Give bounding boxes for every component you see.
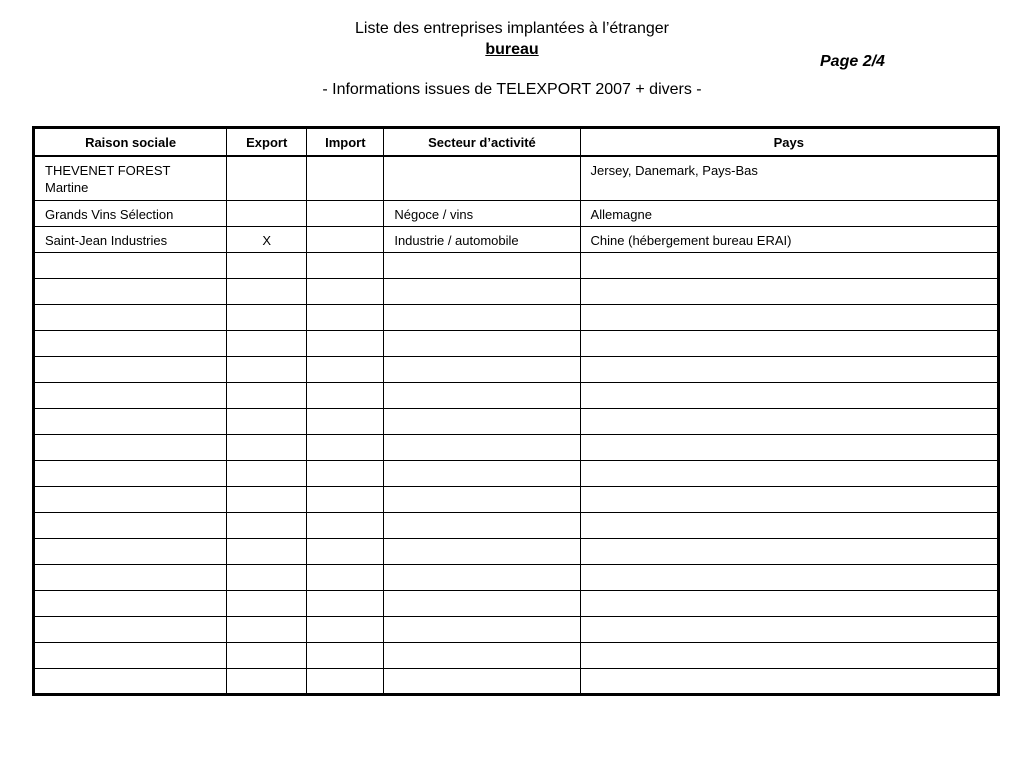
cell-import bbox=[307, 330, 384, 356]
column-header-secteur: Secteur d’activité bbox=[384, 128, 580, 157]
cell-import bbox=[307, 616, 384, 642]
cell-import bbox=[307, 200, 384, 226]
cell-secteur bbox=[384, 512, 580, 538]
cell-pays bbox=[580, 330, 998, 356]
cell-raison-sociale bbox=[34, 252, 227, 278]
column-header-raison-sociale: Raison sociale bbox=[34, 128, 227, 157]
table-row bbox=[34, 330, 999, 356]
cell-import bbox=[307, 538, 384, 564]
cell-import bbox=[307, 564, 384, 590]
table-row bbox=[34, 564, 999, 590]
table-row bbox=[34, 252, 999, 278]
cell-raison-sociale: THEVENET FOREST Martine bbox=[34, 156, 227, 200]
cell-secteur bbox=[384, 538, 580, 564]
cell-export bbox=[227, 460, 307, 486]
cell-export bbox=[227, 200, 307, 226]
cell-pays bbox=[580, 642, 998, 668]
document-section: bureau bbox=[485, 41, 539, 58]
table-row bbox=[34, 304, 999, 330]
column-header-pays: Pays bbox=[580, 128, 998, 157]
cell-raison-sociale bbox=[34, 330, 227, 356]
cell-export bbox=[227, 642, 307, 668]
cell-import bbox=[307, 460, 384, 486]
document-subtitle: - Informations issues de TELEXPORT 2007 + divers - bbox=[322, 81, 702, 98]
table-row bbox=[34, 382, 999, 408]
cell-export bbox=[227, 304, 307, 330]
cell-secteur bbox=[384, 460, 580, 486]
cell-import bbox=[307, 590, 384, 616]
table-row bbox=[34, 156, 999, 200]
cell-raison-sociale: Saint-Jean Industries bbox=[34, 226, 227, 252]
cell-export bbox=[227, 512, 307, 538]
table-row bbox=[34, 590, 999, 616]
cell-pays bbox=[580, 408, 998, 434]
cell-export bbox=[227, 668, 307, 694]
companies-table bbox=[32, 126, 1000, 696]
cell-import bbox=[307, 278, 384, 304]
cell-import bbox=[307, 512, 384, 538]
cell-pays: Allemagne bbox=[580, 200, 998, 226]
cell-export bbox=[227, 616, 307, 642]
cell-secteur bbox=[384, 278, 580, 304]
cell-secteur bbox=[384, 616, 580, 642]
page-number: Page 2/4 bbox=[820, 53, 885, 70]
cell-export bbox=[227, 434, 307, 460]
cell-pays bbox=[580, 668, 998, 694]
cell-import bbox=[307, 382, 384, 408]
cell-raison-sociale bbox=[34, 590, 227, 616]
cell-secteur bbox=[384, 156, 580, 200]
cell-raison-sociale bbox=[34, 382, 227, 408]
cell-import bbox=[307, 356, 384, 382]
cell-export bbox=[227, 356, 307, 382]
cell-export bbox=[227, 330, 307, 356]
cell-secteur bbox=[384, 408, 580, 434]
cell-secteur bbox=[384, 434, 580, 460]
cell-export bbox=[227, 590, 307, 616]
cell-secteur bbox=[384, 564, 580, 590]
table-row bbox=[34, 512, 999, 538]
cell-pays bbox=[580, 304, 998, 330]
table-row bbox=[34, 226, 999, 252]
cell-pays bbox=[580, 382, 998, 408]
cell-raison-sociale bbox=[34, 642, 227, 668]
cell-pays bbox=[580, 460, 998, 486]
cell-export bbox=[227, 486, 307, 512]
cell-pays bbox=[580, 252, 998, 278]
cell-pays bbox=[580, 538, 998, 564]
cell-pays bbox=[580, 616, 998, 642]
cell-import bbox=[307, 304, 384, 330]
column-header-export: Export bbox=[227, 128, 307, 157]
cell-import bbox=[307, 642, 384, 668]
cell-export bbox=[227, 564, 307, 590]
cell-import bbox=[307, 408, 384, 434]
cell-export bbox=[227, 538, 307, 564]
cell-raison-sociale bbox=[34, 408, 227, 434]
cell-raison-sociale bbox=[34, 486, 227, 512]
cell-pays bbox=[580, 512, 998, 538]
cell-raison-sociale: Grands Vins Sélection bbox=[34, 200, 227, 226]
table-row bbox=[34, 408, 999, 434]
cell-import bbox=[307, 486, 384, 512]
table-row bbox=[34, 278, 999, 304]
cell-import bbox=[307, 434, 384, 460]
cell-export bbox=[227, 382, 307, 408]
cell-export bbox=[227, 278, 307, 304]
cell-secteur bbox=[384, 330, 580, 356]
column-header-import: Import bbox=[307, 128, 384, 157]
cell-pays bbox=[580, 564, 998, 590]
cell-import bbox=[307, 156, 384, 200]
table-body bbox=[34, 156, 999, 694]
cell-raison-sociale bbox=[34, 304, 227, 330]
cell-pays bbox=[580, 434, 998, 460]
cell-secteur bbox=[384, 486, 580, 512]
table-row bbox=[34, 616, 999, 642]
cell-raison-sociale bbox=[34, 512, 227, 538]
table-row bbox=[34, 460, 999, 486]
cell-secteur: Industrie / automobile bbox=[384, 226, 580, 252]
cell-secteur bbox=[384, 304, 580, 330]
table-row bbox=[34, 356, 999, 382]
cell-secteur: Négoce / vins bbox=[384, 200, 580, 226]
cell-secteur bbox=[384, 668, 580, 694]
cell-raison-sociale bbox=[34, 616, 227, 642]
cell-secteur bbox=[384, 382, 580, 408]
cell-pays bbox=[580, 486, 998, 512]
cell-export bbox=[227, 252, 307, 278]
cell-secteur bbox=[384, 642, 580, 668]
cell-export bbox=[227, 408, 307, 434]
table-row bbox=[34, 538, 999, 564]
cell-secteur bbox=[384, 590, 580, 616]
cell-pays bbox=[580, 356, 998, 382]
cell-export bbox=[227, 156, 307, 200]
cell-import bbox=[307, 226, 384, 252]
cell-raison-sociale bbox=[34, 434, 227, 460]
cell-pays: Jersey, Danemark, Pays-Bas bbox=[580, 156, 998, 200]
cell-raison-sociale bbox=[34, 668, 227, 694]
cell-raison-sociale bbox=[34, 538, 227, 564]
cell-export: X bbox=[227, 226, 307, 252]
cell-secteur bbox=[384, 252, 580, 278]
cell-raison-sociale bbox=[34, 356, 227, 382]
table-row bbox=[34, 668, 999, 694]
table-header-row bbox=[34, 128, 999, 157]
table-row bbox=[34, 486, 999, 512]
cell-raison-sociale bbox=[34, 460, 227, 486]
cell-raison-sociale bbox=[34, 278, 227, 304]
cell-import bbox=[307, 252, 384, 278]
table-row bbox=[34, 642, 999, 668]
cell-pays: Chine (hébergement bureau ERAI) bbox=[580, 226, 998, 252]
table-row bbox=[34, 434, 999, 460]
document-title: Liste des entreprises implantées à l’étranger bbox=[355, 20, 669, 37]
cell-secteur bbox=[384, 356, 580, 382]
cell-pays bbox=[580, 278, 998, 304]
cell-raison-sociale bbox=[34, 564, 227, 590]
cell-pays bbox=[580, 590, 998, 616]
cell-import bbox=[307, 668, 384, 694]
table-row bbox=[34, 200, 999, 226]
